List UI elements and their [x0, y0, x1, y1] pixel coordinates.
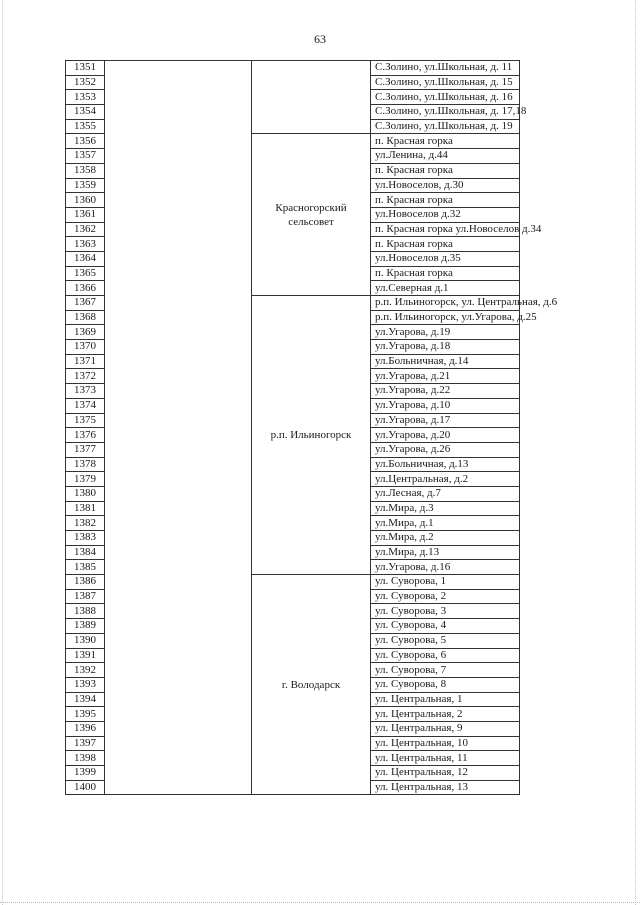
- address-cell: р.п. Ильиногорск, ул.Угарова, д.25: [371, 310, 520, 325]
- row-number: 1370: [66, 340, 105, 355]
- address-cell: ул.Лесная, д.7: [371, 486, 520, 501]
- table-row: [66, 61, 520, 76]
- row-number: 1352: [66, 75, 105, 90]
- locality-cell: [252, 61, 371, 134]
- address-cell: ул.Угарова, д.16: [371, 560, 520, 575]
- scan-edge-left: [2, 0, 4, 905]
- address-cell: ул.Мира, д.1: [371, 516, 520, 531]
- scan-edge-right: [635, 0, 637, 905]
- row-number: 1383: [66, 531, 105, 546]
- row-number: 1399: [66, 766, 105, 781]
- row-number: 1392: [66, 663, 105, 678]
- address-cell: ул.Угарова, д.18: [371, 340, 520, 355]
- address-cell: ул. Суворова, 7: [371, 663, 520, 678]
- row-number: 1380: [66, 486, 105, 501]
- address-cell: ул. Суворова, 3: [371, 604, 520, 619]
- address-cell: С.Золино, ул.Школьная, д. 11: [371, 61, 520, 76]
- row-number: 1368: [66, 310, 105, 325]
- row-number: 1388: [66, 604, 105, 619]
- address-cell: ул. Суворова, 6: [371, 648, 520, 663]
- row-number: 1376: [66, 428, 105, 443]
- row-number: 1359: [66, 178, 105, 193]
- district-cell: [105, 61, 252, 795]
- address-cell: ул.Угарова, д.17: [371, 413, 520, 428]
- row-number: 1354: [66, 105, 105, 120]
- address-cell: ул.Угарова, д.20: [371, 428, 520, 443]
- row-number: 1397: [66, 736, 105, 751]
- address-cell: ул.Северная д.1: [371, 281, 520, 296]
- address-cell: п. Красная горка: [371, 193, 520, 208]
- address-cell: р.п. Ильиногорск, ул. Центральная, д.6: [371, 296, 520, 311]
- row-number: 1381: [66, 501, 105, 516]
- address-cell: ул. Суворова, 4: [371, 619, 520, 634]
- address-cell: п. Красная горка: [371, 163, 520, 178]
- address-cell: ул.Мира, д.13: [371, 545, 520, 560]
- row-number: 1396: [66, 721, 105, 736]
- row-number: 1395: [66, 707, 105, 722]
- row-number: 1390: [66, 633, 105, 648]
- row-number: 1356: [66, 134, 105, 149]
- row-number: 1361: [66, 207, 105, 222]
- address-table-body: [66, 61, 558, 795]
- row-number: 1398: [66, 751, 105, 766]
- row-number: 1362: [66, 222, 105, 237]
- row-number: 1364: [66, 251, 105, 266]
- row-number: 1386: [66, 575, 105, 590]
- row-number: 1378: [66, 457, 105, 472]
- locality-cell: р.п. Ильиногорск: [252, 296, 371, 575]
- address-cell: ул.Угарова, д.22: [371, 384, 520, 399]
- row-number: 1358: [66, 163, 105, 178]
- row-number: 1365: [66, 266, 105, 281]
- row-number: 1394: [66, 692, 105, 707]
- address-cell: ул. Центральная, 12: [371, 766, 520, 781]
- row-number: 1375: [66, 413, 105, 428]
- row-number: 1372: [66, 369, 105, 384]
- row-number: 1369: [66, 325, 105, 340]
- row-number: 1371: [66, 354, 105, 369]
- address-cell: ул. Суворова, 8: [371, 677, 520, 692]
- address-cell: п. Красная горка ул.Новоселов д.34: [371, 222, 520, 237]
- row-number: 1377: [66, 442, 105, 457]
- address-cell: ул.Угарова, д.19: [371, 325, 520, 340]
- row-number: 1351: [66, 61, 105, 76]
- address-cell: ул.Новоселов д.32: [371, 207, 520, 222]
- row-number: 1367: [66, 296, 105, 311]
- address-cell: п. Красная горка: [371, 134, 520, 149]
- address-cell: ул.Больничная, д.14: [371, 354, 520, 369]
- row-number: 1357: [66, 149, 105, 164]
- row-number: 1373: [66, 384, 105, 399]
- address-cell: ул. Центральная, 1: [371, 692, 520, 707]
- row-number: 1391: [66, 648, 105, 663]
- locality-cell: г. Володарск: [252, 575, 371, 795]
- locality-cell: Красногорский сельсовет: [252, 134, 371, 296]
- address-cell: ул.Угарова, д.26: [371, 442, 520, 457]
- address-cell: ул.Новоселов д.35: [371, 251, 520, 266]
- row-number: 1374: [66, 398, 105, 413]
- row-number: 1387: [66, 589, 105, 604]
- row-number: 1384: [66, 545, 105, 560]
- address-cell: ул.Центральная, д.2: [371, 472, 520, 487]
- row-number: 1360: [66, 193, 105, 208]
- address-cell: ул. Центральная, 13: [371, 780, 520, 795]
- row-number: 1353: [66, 90, 105, 105]
- scan-edge-bottom: [0, 900, 640, 903]
- address-cell: ул. Суворова, 1: [371, 575, 520, 590]
- row-number: 1366: [66, 281, 105, 296]
- address-cell: ул.Угарова, д.10: [371, 398, 520, 413]
- address-cell: ул.Больничная, д.13: [371, 457, 520, 472]
- address-cell: ул. Центральная, 2: [371, 707, 520, 722]
- address-cell: ул. Центральная, 9: [371, 721, 520, 736]
- row-number: 1379: [66, 472, 105, 487]
- row-number: 1382: [66, 516, 105, 531]
- address-cell: С.Золино, ул.Школьная, д. 19: [371, 119, 520, 134]
- address-cell: ул.Мира, д.2: [371, 531, 520, 546]
- row-number: 1393: [66, 677, 105, 692]
- address-cell: ул. Центральная, 10: [371, 736, 520, 751]
- address-cell: ул.Мира, д.3: [371, 501, 520, 516]
- row-number: 1385: [66, 560, 105, 575]
- row-number: 1363: [66, 237, 105, 252]
- address-table: [65, 60, 558, 795]
- page-number: 63: [314, 32, 326, 46]
- address-cell: С.Золино, ул.Школьная, д. 17,18: [371, 105, 520, 120]
- address-cell: ул. Центральная, 11: [371, 751, 520, 766]
- address-cell: С.Золино, ул.Школьная, д. 15: [371, 75, 520, 90]
- row-number: 1389: [66, 619, 105, 634]
- address-cell: ул. Суворова, 5: [371, 633, 520, 648]
- address-cell: ул.Новоселов, д.30: [371, 178, 520, 193]
- address-cell: ул.Угарова, д.21: [371, 369, 520, 384]
- address-cell: С.Золино, ул.Школьная, д. 16: [371, 90, 520, 105]
- address-cell: п. Красная горка: [371, 237, 520, 252]
- address-cell: ул. Суворова, 2: [371, 589, 520, 604]
- row-number: 1355: [66, 119, 105, 134]
- address-cell: ул.Ленина, д.44: [371, 149, 520, 164]
- row-number: 1400: [66, 780, 105, 795]
- address-cell: п. Красная горка: [371, 266, 520, 281]
